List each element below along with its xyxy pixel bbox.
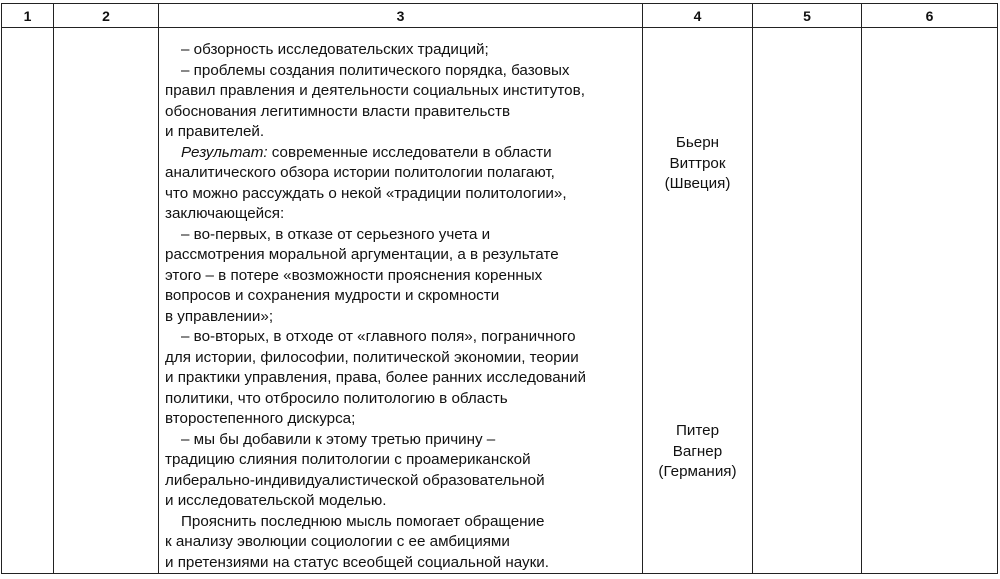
text-line: [165, 102, 638, 123]
author-country: (Германия): [658, 463, 737, 480]
text-line: [165, 184, 638, 205]
line-text: и практики управления, права, более ранних исследований: [165, 369, 586, 386]
text-line: [165, 266, 638, 287]
text-line: [165, 491, 638, 512]
author-first-name: Питер: [675, 422, 720, 439]
text-line: [165, 450, 638, 471]
content-row: [2, 28, 998, 574]
author-first-name: Бьерн: [675, 134, 720, 151]
line-text: второстепенного дискурса;: [165, 410, 356, 427]
text-paragraph: [165, 430, 638, 512]
text-line: [165, 40, 638, 61]
line-text: этого – в потере «возможности прояснения коренных: [165, 266, 543, 284]
text-line: [165, 532, 638, 553]
line-text: для истории, философии, политической экономии, теории: [165, 348, 579, 366]
text-line: [165, 553, 638, 574]
line-text: либерально-индивидуалистической образовательной: [165, 471, 545, 489]
author-last-name: Виттрок: [669, 154, 726, 172]
text-line: [165, 307, 638, 328]
line-text: – мы бы добавили к этому третью причину –: [181, 430, 496, 448]
author-wagner: [643, 421, 752, 483]
text-paragraph: [165, 225, 638, 328]
text-line: [165, 122, 638, 143]
text-paragraph: [165, 40, 638, 61]
header-col-6: 6: [862, 4, 998, 28]
cell-col-3: [159, 28, 643, 574]
line-text: заключающейся:: [165, 205, 285, 222]
author-wittrock: [643, 133, 752, 195]
text-line: [165, 512, 638, 533]
text-line: [165, 286, 638, 307]
line-text: – проблемы создания политического порядка, базовых: [181, 61, 570, 79]
line-text: традицию слияния политологии с проамериканской: [165, 451, 531, 468]
cell-col-6: [862, 28, 998, 574]
text-line: [165, 430, 638, 451]
text-line: [165, 348, 638, 369]
line-text: Прояснить последнюю мысль помогает обращение: [181, 512, 545, 530]
line-text: – во-вторых, в отходе от «главного поля», пограничного: [181, 328, 576, 345]
text-line: [165, 81, 638, 102]
text-line: [165, 143, 638, 164]
text-paragraph: [165, 327, 638, 430]
line-text: к анализу эволюции социологии с ее амбициями: [165, 533, 510, 550]
line-text: и претензиями на статус всеобщей социальной науки.: [165, 553, 549, 571]
cell-col-5: [753, 28, 862, 574]
line-text: что можно рассуждать о некой «традиции политологии»,: [165, 184, 567, 202]
line-text: обоснования легитимности власти правительств: [165, 102, 511, 120]
text-line: [165, 61, 638, 82]
cell-col-2: [54, 28, 159, 574]
text-line: [165, 389, 638, 410]
result-label: Результат:: [181, 143, 268, 161]
text-line: [165, 204, 638, 225]
text-paragraph: [165, 143, 638, 225]
header-col-3: 3: [159, 4, 643, 28]
header-col-1: 1: [2, 4, 54, 28]
author-last-name: Вагнер: [672, 442, 723, 460]
cell-col-4: [643, 28, 753, 574]
header-col-4: 4: [643, 4, 753, 28]
header-row: [2, 4, 998, 28]
line-text: политики, что отбросило политологию в область: [165, 389, 508, 407]
author-country: (Швеция): [664, 175, 731, 192]
line-text: и исследовательской моделью.: [165, 492, 387, 509]
line-text: аналитического обзора истории политологии полагают,: [165, 164, 555, 181]
line-text: в управлении»;: [165, 307, 274, 325]
header-col-5: 5: [753, 4, 862, 28]
text-paragraph: [165, 61, 638, 143]
line-text: вопросов и сохранения мудрости и скромности: [165, 287, 500, 304]
cell-col-1: [2, 28, 54, 574]
line-text: – во-первых, в отказе от серьезного учета и: [181, 225, 491, 243]
line-text: рассмотрения моральной аргументации, а в результате: [165, 246, 559, 263]
text-paragraph: [165, 512, 638, 574]
line-text: – обзорность исследовательских традиций;: [181, 41, 489, 58]
text-line: [165, 368, 638, 389]
text-line: [165, 471, 638, 492]
header-col-2: 2: [54, 4, 159, 28]
text-line: [165, 163, 638, 184]
text-line: [165, 327, 638, 348]
text-line: [165, 245, 638, 266]
line-text: и правителей.: [165, 123, 265, 140]
col3-text: [159, 28, 642, 573]
text-line: [165, 225, 638, 246]
text-line: [165, 409, 638, 430]
line-text: современные исследователи в области: [267, 143, 552, 161]
line-text: правил правления и деятельности социальных институтов,: [165, 82, 585, 99]
document-table: [1, 3, 998, 574]
